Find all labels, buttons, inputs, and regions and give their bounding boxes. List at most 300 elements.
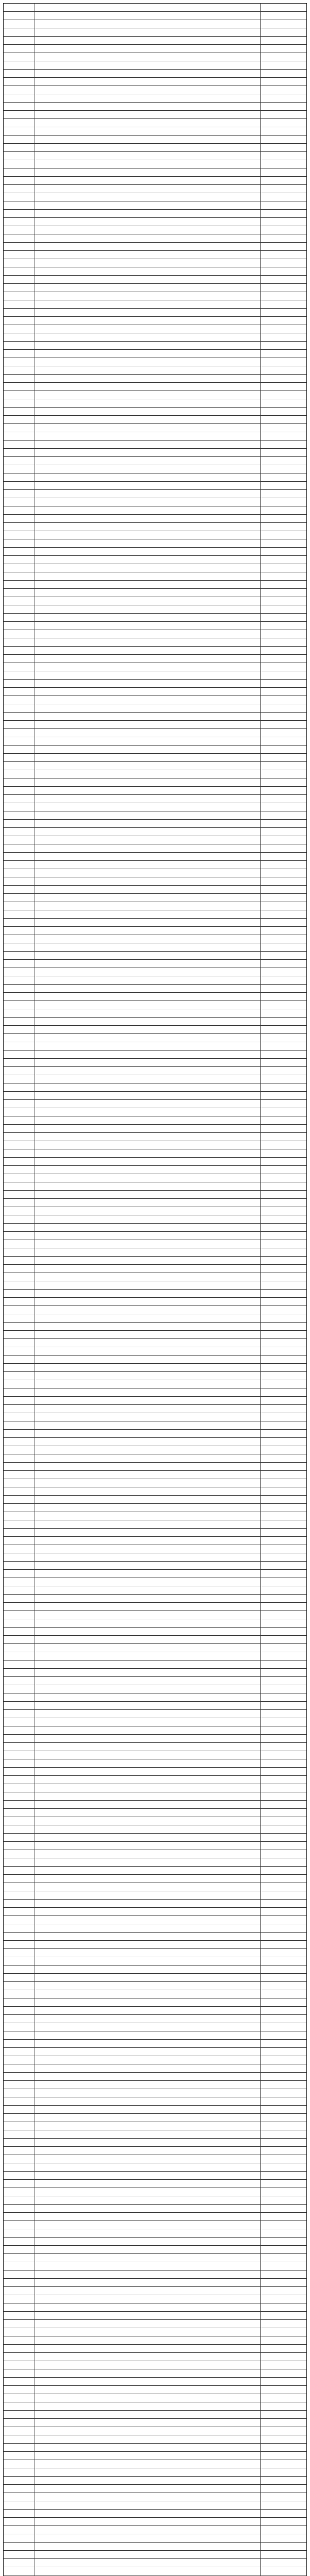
cell-name: [35, 1388, 261, 1397]
cell-name: [35, 1215, 261, 1224]
cell-no: [4, 1496, 35, 1504]
table-row: [4, 2155, 307, 2163]
cell-name: [35, 737, 261, 745]
cell-no: [4, 1075, 35, 1083]
cell-region: [261, 1562, 307, 1570]
cell-no: [4, 366, 35, 375]
cell-name: [35, 1751, 261, 1759]
cell-region: [261, 1949, 307, 1957]
cell-region: [261, 1182, 307, 1191]
cell-no: [4, 103, 35, 111]
cell-region: [261, 663, 307, 671]
cell-region: [261, 993, 307, 1001]
cell-no: [4, 2303, 35, 2312]
cell-no: [4, 1454, 35, 1463]
table-row: [4, 597, 307, 605]
cell-no: [4, 1009, 35, 1018]
cell-name: [35, 1908, 261, 1916]
cell-name: [35, 2155, 261, 2163]
cell-region: [261, 1685, 307, 1693]
cell-no: [4, 243, 35, 251]
cell-region: [261, 28, 307, 37]
table-row: [4, 1224, 307, 1232]
table-row: [4, 276, 307, 284]
cell-region: [261, 1290, 307, 1298]
cell-name: [35, 605, 261, 614]
table-row: [4, 2361, 307, 2369]
cell-region: [261, 37, 307, 45]
table-row: [4, 424, 307, 432]
cell-name: [35, 2444, 261, 2452]
cell-name: [35, 2336, 261, 2345]
table-row: [4, 2229, 307, 2238]
cell-name: [35, 1792, 261, 1801]
cell-region: [261, 1298, 307, 1306]
cell-name: [35, 1858, 261, 1867]
cell-name: [35, 688, 261, 696]
table-row: [4, 1710, 307, 1718]
cell-region: [261, 597, 307, 605]
cell-name: [35, 2279, 261, 2287]
table-row: [4, 333, 307, 342]
cell-region: [261, 1710, 307, 1718]
cell-region: [261, 1875, 307, 1883]
cell-name: [35, 1413, 261, 1421]
table-row: [4, 572, 307, 581]
cell-region: [261, 2501, 307, 2510]
cell-no: [4, 762, 35, 770]
cell-region: [261, 201, 307, 210]
cell-region: [261, 53, 307, 61]
table-row: [4, 1933, 307, 1941]
table-row: [4, 2188, 307, 2196]
cell-no: [4, 399, 35, 408]
cell-no: [4, 2114, 35, 2122]
table-row: [4, 1834, 307, 1842]
cell-region: [261, 2130, 307, 2139]
table-row: [4, 177, 307, 185]
table-row: [4, 1669, 307, 1677]
cell-name: [35, 185, 261, 193]
table-row: [4, 1957, 307, 1965]
cell-no: [4, 1108, 35, 1116]
table-row: [4, 1125, 307, 1133]
cell-no: [4, 1487, 35, 1496]
cell-no: [4, 1174, 35, 1182]
table-row: [4, 1875, 307, 1883]
cell-no: [4, 1891, 35, 1900]
cell-region: [261, 243, 307, 251]
cell-name: [35, 1636, 261, 1644]
table-body: [4, 4, 307, 2576]
cell-name: [35, 1257, 261, 1265]
cell-region: [261, 1059, 307, 1067]
table-row: [4, 2147, 307, 2155]
cell-no: [4, 325, 35, 333]
table-row: [4, 2205, 307, 2213]
cell-no: [4, 1018, 35, 1026]
cell-region: [261, 2229, 307, 2238]
cell-name: [35, 457, 261, 465]
cell-no: [4, 2048, 35, 2056]
cell-region: [261, 1496, 307, 1504]
table-row: [4, 267, 307, 276]
table-row: [4, 2073, 307, 2081]
cell-no: [4, 1529, 35, 1537]
table-row: [4, 1438, 307, 1446]
cell-region: [261, 894, 307, 902]
cell-no: [4, 1669, 35, 1677]
table-row: [4, 1998, 307, 2007]
table-row: [4, 1133, 307, 1141]
cell-no: [4, 1660, 35, 1669]
cell-region: [261, 1421, 307, 1430]
cell-no: [4, 1636, 35, 1644]
cell-name: [35, 2106, 261, 2114]
table-row: [4, 1479, 307, 1487]
cell-name: [35, 135, 261, 144]
cell-no: [4, 473, 35, 482]
table-row: [4, 803, 307, 811]
cell-region: [261, 1125, 307, 1133]
cell-no: [4, 1595, 35, 1603]
cell-no: [4, 1867, 35, 1875]
table-row: [4, 523, 307, 531]
cell-no: [4, 2122, 35, 2130]
table-row: [4, 902, 307, 910]
cell-name: [35, 1438, 261, 1446]
cell-region: [261, 2427, 307, 2435]
cell-no: [4, 12, 35, 20]
table-row: [4, 795, 307, 803]
table-row: [4, 2196, 307, 2205]
table-row: [4, 4, 307, 12]
cell-name: [35, 1479, 261, 1487]
cell-region: [261, 127, 307, 135]
cell-no: [4, 688, 35, 696]
cell-no: [4, 1479, 35, 1487]
table-row: [4, 152, 307, 160]
cell-region: [261, 1364, 307, 1372]
cell-name: [35, 2493, 261, 2501]
cell-no: [4, 342, 35, 350]
cell-no: [4, 506, 35, 515]
cell-name: [35, 424, 261, 432]
cell-no: [4, 1405, 35, 1413]
cell-no: [4, 548, 35, 556]
cell-name: [35, 1125, 261, 1133]
cell-name: [35, 1891, 261, 1900]
cell-name: [35, 729, 261, 737]
cell-no: [4, 960, 35, 968]
table-row: [4, 2031, 307, 2040]
cell-region: [261, 1916, 307, 1924]
cell-no: [4, 2097, 35, 2106]
cell-region: [261, 234, 307, 243]
cell-no: [4, 416, 35, 424]
table-row: [4, 1801, 307, 1809]
cell-name: [35, 234, 261, 243]
cell-no: [4, 556, 35, 564]
cell-name: [35, 2559, 261, 2567]
cell-region: [261, 408, 307, 416]
table-row: [4, 1751, 307, 1759]
cell-no: [4, 1100, 35, 1108]
cell-region: [261, 853, 307, 861]
cell-name: [35, 399, 261, 408]
cell-name: [35, 1339, 261, 1347]
cell-name: [35, 2526, 261, 2534]
cell-region: [261, 309, 307, 317]
cell-name: [35, 943, 261, 952]
cell-no: [4, 2394, 35, 2402]
cell-name: [35, 2353, 261, 2361]
cell-name: [35, 2435, 261, 2444]
cell-region: [261, 704, 307, 713]
cell-no: [4, 1751, 35, 1759]
cell-name: [35, 564, 261, 572]
cell-no: [4, 877, 35, 886]
cell-no: [4, 1974, 35, 1982]
table-row: [4, 2345, 307, 2353]
cell-region: [261, 2312, 307, 2320]
cell-name: [35, 1034, 261, 1042]
cell-region: [261, 1809, 307, 1817]
table-row: [4, 1191, 307, 1199]
cell-region: [261, 2262, 307, 2270]
cell-no: [4, 1578, 35, 1586]
cell-region: [261, 1619, 307, 1628]
cell-name: [35, 1018, 261, 1026]
cell-name: [35, 1974, 261, 1982]
cell-name: [35, 919, 261, 927]
cell-region: [261, 1479, 307, 1487]
cell-name: [35, 440, 261, 449]
table-row: [4, 210, 307, 218]
cell-name: [35, 1685, 261, 1693]
table-row: [4, 531, 307, 539]
cell-region: [261, 671, 307, 680]
cell-no: [4, 1801, 35, 1809]
cell-name: [35, 2328, 261, 2336]
cell-region: [261, 2419, 307, 2427]
cell-region: [261, 1273, 307, 1281]
table-row: [4, 968, 307, 976]
cell-region: [261, 1603, 307, 1611]
table-row: [4, 778, 307, 787]
table-row: [4, 2369, 307, 2378]
cell-name: [35, 2221, 261, 2229]
cell-name: [35, 1883, 261, 1891]
cell-region: [261, 1982, 307, 1990]
cell-no: [4, 2386, 35, 2394]
cell-no: [4, 614, 35, 622]
cell-no: [4, 2106, 35, 2114]
cell-region: [261, 1034, 307, 1042]
cell-no: [4, 1248, 35, 1257]
table-row: [4, 927, 307, 935]
cell-no: [4, 787, 35, 795]
cell-name: [35, 1487, 261, 1496]
table-row: [4, 1545, 307, 1553]
cell-name: [35, 1619, 261, 1628]
cell-name: [35, 1957, 261, 1965]
cell-region: [261, 2287, 307, 2295]
cell-name: [35, 1355, 261, 1364]
cell-region: [261, 2007, 307, 2015]
table-row: [4, 350, 307, 358]
cell-region: [261, 2353, 307, 2361]
table-row: [4, 1174, 307, 1182]
table-row: [4, 1858, 307, 1867]
cell-no: [4, 465, 35, 473]
cell-region: [261, 515, 307, 523]
cell-region: [261, 1215, 307, 1224]
cell-region: [261, 952, 307, 960]
cell-no: [4, 2485, 35, 2493]
cell-no: [4, 1784, 35, 1792]
cell-no: [4, 1331, 35, 1339]
cell-name: [35, 523, 261, 531]
cell-no: [4, 2180, 35, 2188]
table-row: [4, 1092, 307, 1100]
cell-name: [35, 1026, 261, 1034]
cell-no: [4, 737, 35, 745]
table-row: [4, 135, 307, 144]
cell-region: [261, 2328, 307, 2336]
cell-no: [4, 2238, 35, 2246]
cell-no: [4, 1463, 35, 1471]
cell-name: [35, 1042, 261, 1050]
cell-name: [35, 2081, 261, 2089]
cell-name: [35, 2402, 261, 2411]
cell-name: [35, 1454, 261, 1463]
cell-name: [35, 770, 261, 778]
cell-no: [4, 1083, 35, 1092]
table-row: [4, 2328, 307, 2336]
cell-name: [35, 1083, 261, 1092]
cell-region: [261, 2015, 307, 2023]
cell-no: [4, 729, 35, 737]
table-row: [4, 2279, 307, 2287]
cell-name: [35, 1323, 261, 1331]
cell-name: [35, 2254, 261, 2262]
cell-no: [4, 1323, 35, 1331]
cell-name: [35, 515, 261, 523]
cell-name: [35, 2361, 261, 2369]
table-row: [4, 952, 307, 960]
cell-no: [4, 1916, 35, 1924]
cell-no: [4, 1182, 35, 1191]
cell-name: [35, 1702, 261, 1710]
table-row: [4, 2386, 307, 2394]
cell-no: [4, 127, 35, 135]
cell-name: [35, 1990, 261, 1998]
table-row: [4, 1240, 307, 1248]
cell-no: [4, 1702, 35, 1710]
cell-name: [35, 2287, 261, 2295]
cell-no: [4, 234, 35, 243]
cell-no: [4, 523, 35, 531]
table-row: [4, 836, 307, 844]
table-row: [4, 53, 307, 61]
cell-no: [4, 1759, 35, 1768]
cell-region: [261, 383, 307, 391]
cell-no: [4, 886, 35, 894]
cell-region: [261, 350, 307, 358]
table-row: [4, 1207, 307, 1215]
cell-region: [261, 94, 307, 103]
cell-region: [261, 1883, 307, 1891]
table-row: [4, 2551, 307, 2559]
table-row: [4, 2567, 307, 2575]
cell-no: [4, 1273, 35, 1281]
cell-region: [261, 1998, 307, 2007]
cell-name: [35, 1446, 261, 1454]
cell-no: [4, 1924, 35, 1933]
cell-name: [35, 2163, 261, 2172]
cell-name: [35, 465, 261, 473]
table-row: [4, 2270, 307, 2279]
table-row: [4, 985, 307, 993]
table-row: [4, 1454, 307, 1463]
cell-name: [35, 1009, 261, 1018]
cell-name: [35, 1817, 261, 1825]
cell-name: [35, 2419, 261, 2427]
table-row: [4, 2130, 307, 2139]
table-row: [4, 1974, 307, 1982]
cell-region: [261, 1232, 307, 1240]
cell-no: [4, 185, 35, 193]
cell-name: [35, 1776, 261, 1784]
table-row: [4, 622, 307, 630]
cell-no: [4, 2015, 35, 2023]
cell-region: [261, 1957, 307, 1965]
cell-name: [35, 4, 261, 12]
cell-name: [35, 375, 261, 383]
cell-name: [35, 127, 261, 135]
table-row: [4, 119, 307, 127]
table-row: [4, 2419, 307, 2427]
cell-name: [35, 1463, 261, 1471]
cell-name: [35, 498, 261, 506]
cell-region: [261, 1306, 307, 1314]
cell-no: [4, 1677, 35, 1685]
table-row: [4, 2534, 307, 2543]
cell-region: [261, 836, 307, 844]
table-row: [4, 770, 307, 778]
cell-region: [261, 729, 307, 737]
cell-region: [261, 2485, 307, 2493]
cell-region: [261, 1100, 307, 1108]
cell-region: [261, 1158, 307, 1166]
cell-no: [4, 1628, 35, 1636]
cell-region: [261, 1974, 307, 1982]
cell-no: [4, 515, 35, 523]
cell-region: [261, 1191, 307, 1199]
table-row: [4, 1990, 307, 1998]
cell-no: [4, 1050, 35, 1059]
cell-no: [4, 1809, 35, 1817]
cell-name: [35, 2180, 261, 2188]
cell-region: [261, 2320, 307, 2328]
cell-name: [35, 539, 261, 548]
cell-name: [35, 2485, 261, 2493]
cell-region: [261, 2180, 307, 2188]
cell-region: [261, 2361, 307, 2369]
cell-name: [35, 2122, 261, 2130]
cell-no: [4, 333, 35, 342]
